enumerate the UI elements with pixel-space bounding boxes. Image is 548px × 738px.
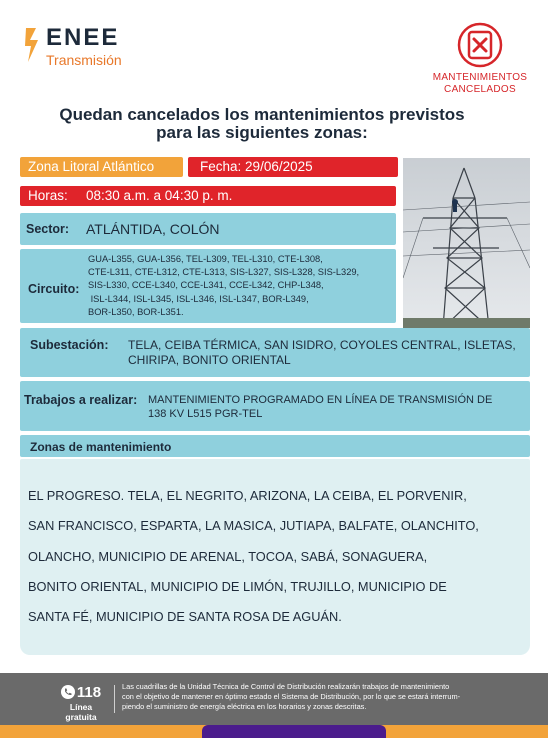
subestacion-line: CHIRIPA, BONITO ORIENTAL — [128, 353, 291, 367]
enee-logo — [24, 24, 174, 70]
hours-tag — [20, 186, 396, 206]
date-value: 29/06/2025 — [245, 159, 313, 174]
badge-line1: MANTENIMIENTOS — [432, 72, 528, 83]
subestacion-box — [20, 328, 530, 377]
zonas-list — [28, 481, 528, 632]
subestacion-label: Subestación: — [30, 338, 109, 352]
headline-line1: Quedan cancelados los mantenimientos previstos — [59, 105, 465, 124]
zonas-line: EL PROGRESO. TELA, EL NEGRITO, ARIZONA, LA CEIBA, EL PORVENIR, — [28, 488, 467, 503]
footer-line: con el objetivo de mantener en óptimo estado el Sistema de Distribución, por lo que se estará interrum- — [122, 692, 461, 701]
circuito-line: GUA-L355, GUA-L356, TEL-L309, TEL-L310, CTE-L308, — [88, 254, 323, 264]
hotline-number: 118 — [76, 684, 102, 701]
date-tag — [188, 157, 398, 177]
hotline-label: Línea gratuita — [65, 702, 97, 722]
subestacion-list — [128, 338, 524, 368]
circuito-list — [88, 253, 392, 319]
sector-box — [20, 213, 396, 245]
cancelled-badge — [420, 22, 540, 100]
zonas-line: OLANCHO, MUNICIPIO DE ARENAL, TOCOA, SABÁ, SONAGUERA, — [28, 548, 428, 564]
lightning-bolt-icon — [24, 26, 42, 64]
trabajos-line: MANTENIMIENTO PROGRAMADO EN LÍNEA DE TRANSMISIÓN DE — [148, 394, 493, 406]
footer-notice — [122, 682, 522, 712]
zonas-body — [20, 459, 530, 655]
date-label: Fecha: — [200, 159, 242, 174]
circuito-line: ISL-L344, ISL-L345, ISL-L346, ISL-L347, BOR-L349, — [88, 293, 309, 304]
circuito-line: SIS-L330, CCE-L340, CCE-L341, CCE-L342, CHP-L348, — [88, 280, 324, 291]
badge-line2: CANCELADOS — [444, 84, 516, 95]
transmission-tower-photo — [403, 158, 530, 328]
circuito-box — [20, 249, 396, 323]
footer-line: piendo el suministro de energía eléctrica en los horarios y zonas descritas. — [122, 702, 367, 711]
subestacion-line: TELA, CEIBA TÉRMICA, SAN ISIDRO, COYOLES CENTRAL, ISLETAS, — [128, 338, 516, 352]
brand-subtitle: Transmisión — [46, 52, 122, 68]
hours-value: 08:30 a.m. a 04:30 p. m. — [86, 188, 233, 203]
hotline — [56, 684, 106, 722]
zonas-header — [20, 435, 530, 457]
sector-label: Sector: — [26, 222, 70, 236]
cancel-x-icon — [457, 22, 503, 68]
footer-divider — [114, 685, 115, 713]
headline-line2: para las siguientes zonas: — [156, 123, 368, 142]
trabajos-text — [148, 393, 520, 421]
bottom-accent — [202, 725, 386, 738]
trabajos-label: Trabajos a realizar: — [24, 393, 138, 407]
sector-value: ATLÁNTIDA, COLÓN — [86, 221, 220, 237]
zonas-line: BONITO ORIENTAL, MUNICIPIO DE LIMÓN, TRUJILLO, MUNICIPIO DE — [28, 578, 447, 594]
zonas-line: SANTA FÉ, MUNICIPIO DE SANTA ROSA DE AGUÁN. — [28, 609, 342, 625]
circuito-line: CTE-L311, CTE-L312, CTE-L313, SIS-L327, SIS-L328, SIS-L329, — [88, 267, 360, 278]
zonas-line: SAN FRANCISCO, ESPARTA, LA MASICA, JUTIAPA, BALFATE, OLANCHITO, — [28, 518, 479, 534]
brand-name: ENEE — [46, 24, 120, 51]
trabajos-line: 138 KV L515 PGR-TEL — [148, 408, 263, 420]
circuito-label: Circuito: — [28, 282, 80, 296]
zonas-label: Zonas de mantenimiento — [30, 440, 172, 454]
zone-tag: Zona Litoral Atlántico — [20, 157, 183, 177]
circuito-line: BOR-L350, BOR-L351. — [88, 306, 184, 317]
page-headline — [0, 106, 524, 142]
hours-label: Horas: — [28, 188, 68, 203]
footer — [0, 673, 548, 725]
bottom-color-bar — [0, 725, 548, 738]
footer-line: Las cuadrillas de la Unidad Técnica de Control de Distribución realizarán trabajos de mantenimiento — [122, 682, 450, 691]
phone-icon — [61, 685, 75, 699]
trabajos-box — [20, 381, 530, 431]
